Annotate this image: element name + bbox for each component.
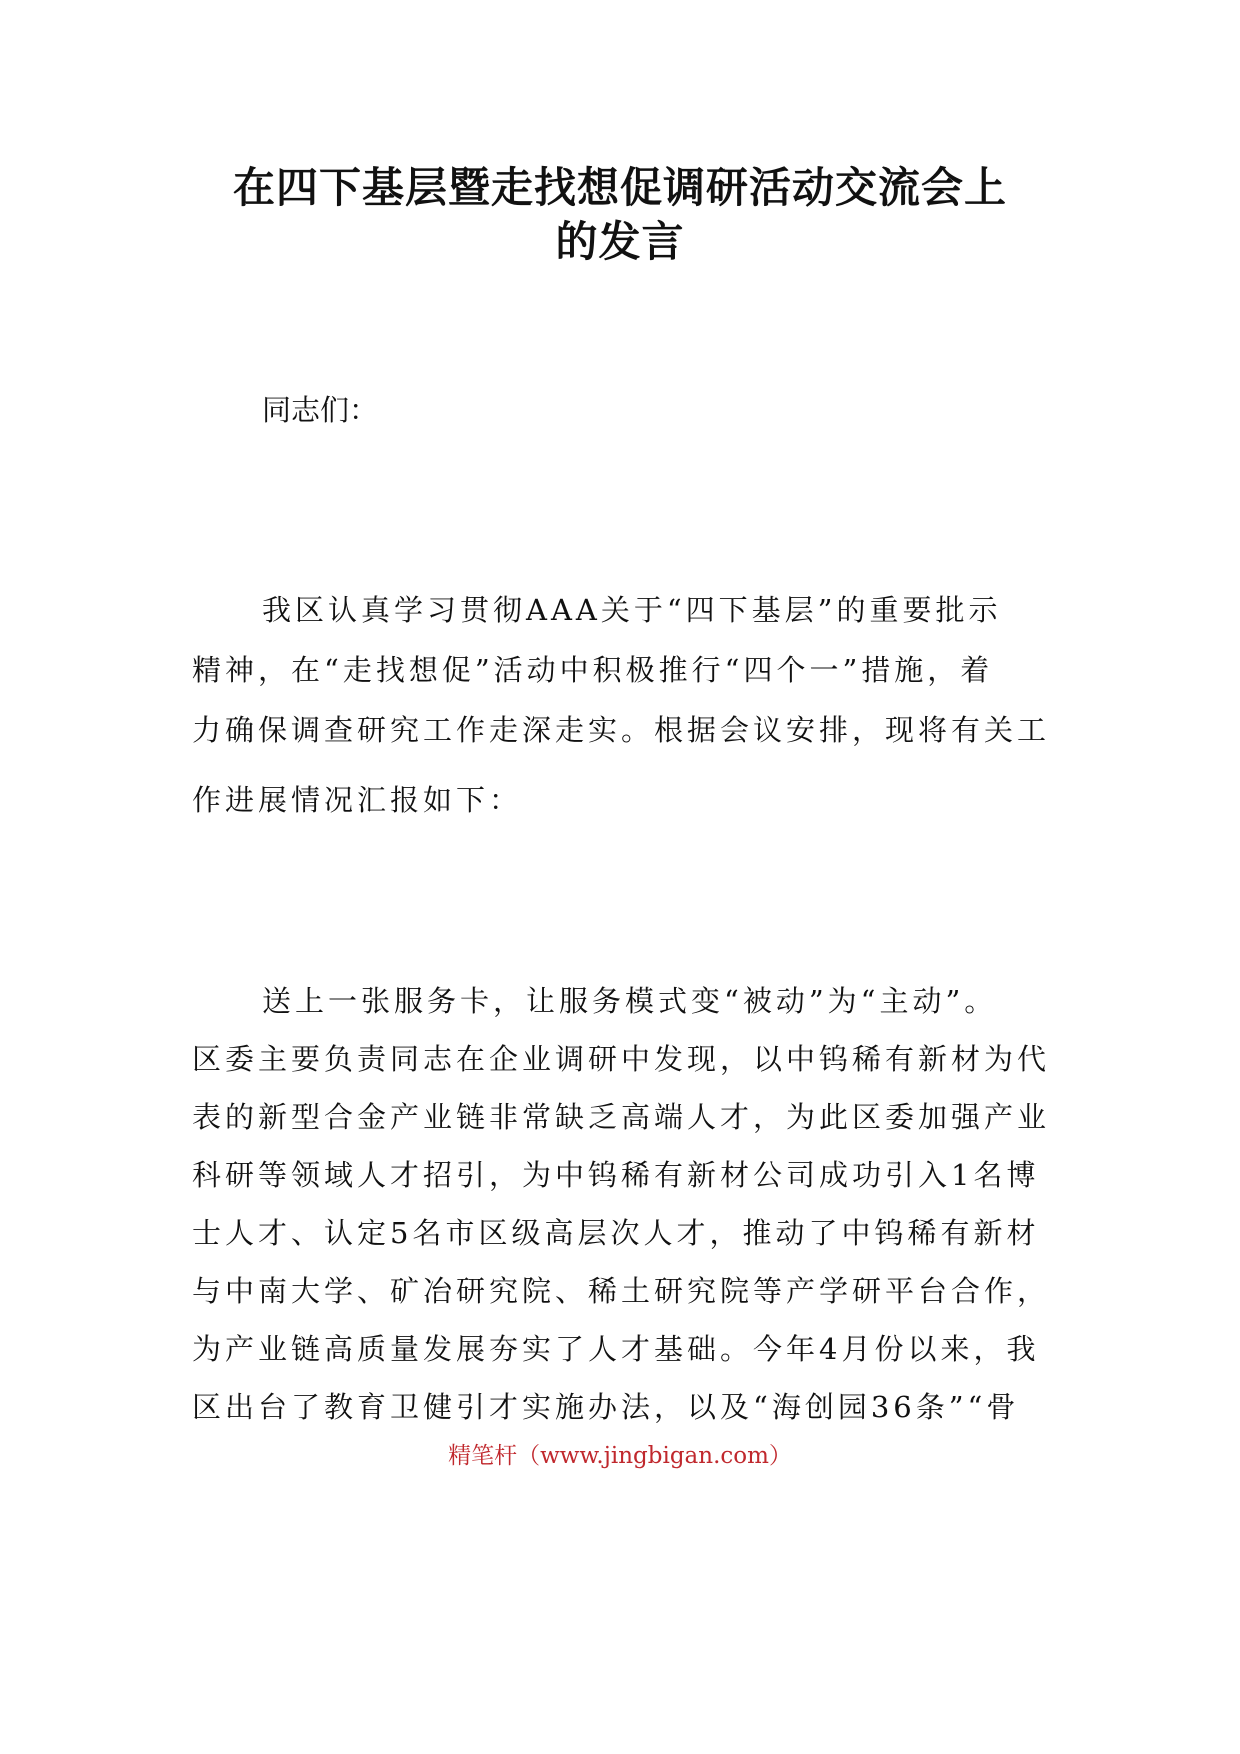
salutation: 同志们： [262,393,379,427]
paragraph-line: 表的新型合金产业链非常缺乏高端人才，为此区委加强产业 [192,1100,1051,1134]
paragraph-line: 我区认真学习贯彻AAA关于“四下基层”的重要批示 [262,593,1002,627]
paragraph-line: 区委主要负责同志在企业调研中发现，以中钨稀有新材为代 [192,1042,1051,1076]
paragraph-line: 力确保调查研究工作走深走实。根据会议安排，现将有关工 [192,713,1051,747]
paragraph-line: 科研等领域人才招引，为中钨稀有新材公司成功引入1名博 [192,1158,1040,1192]
paragraph-line: 精神，在“走找想促”活动中积极推行“四个一”措施，着 [192,653,994,687]
document-title-line-2: 的发言 [555,217,685,266]
paragraph-line: 区出台了教育卫健引才实施办法，以及“海创园36条”“骨 [192,1390,1020,1424]
document-title-line-1: 在四下基层暨走找想促调研活动交流会上 [232,163,1007,212]
paragraph-service-card [192,980,1054,1444]
paragraph-line: 作进展情况汇报如下： [192,783,523,817]
footer-watermark: 精笔杆（www.jingbigan.com） [448,1443,792,1469]
paragraph-line: 送上一张服务卡，让服务模式变“被动”为“主动”。 [262,984,998,1018]
paragraph-line: 士人才、认定5名市区级高层次人才，推动了中钨稀有新材 [192,1216,1040,1250]
paragraph-line: 与中南大学、矿冶研究院、稀土研究院等产学研平台合作， [192,1274,1051,1308]
paragraph-line: 为产业链高质量发展夯实了人才基础。今年4月份以来，我 [192,1332,1040,1366]
paragraph-intro [192,590,1054,820]
